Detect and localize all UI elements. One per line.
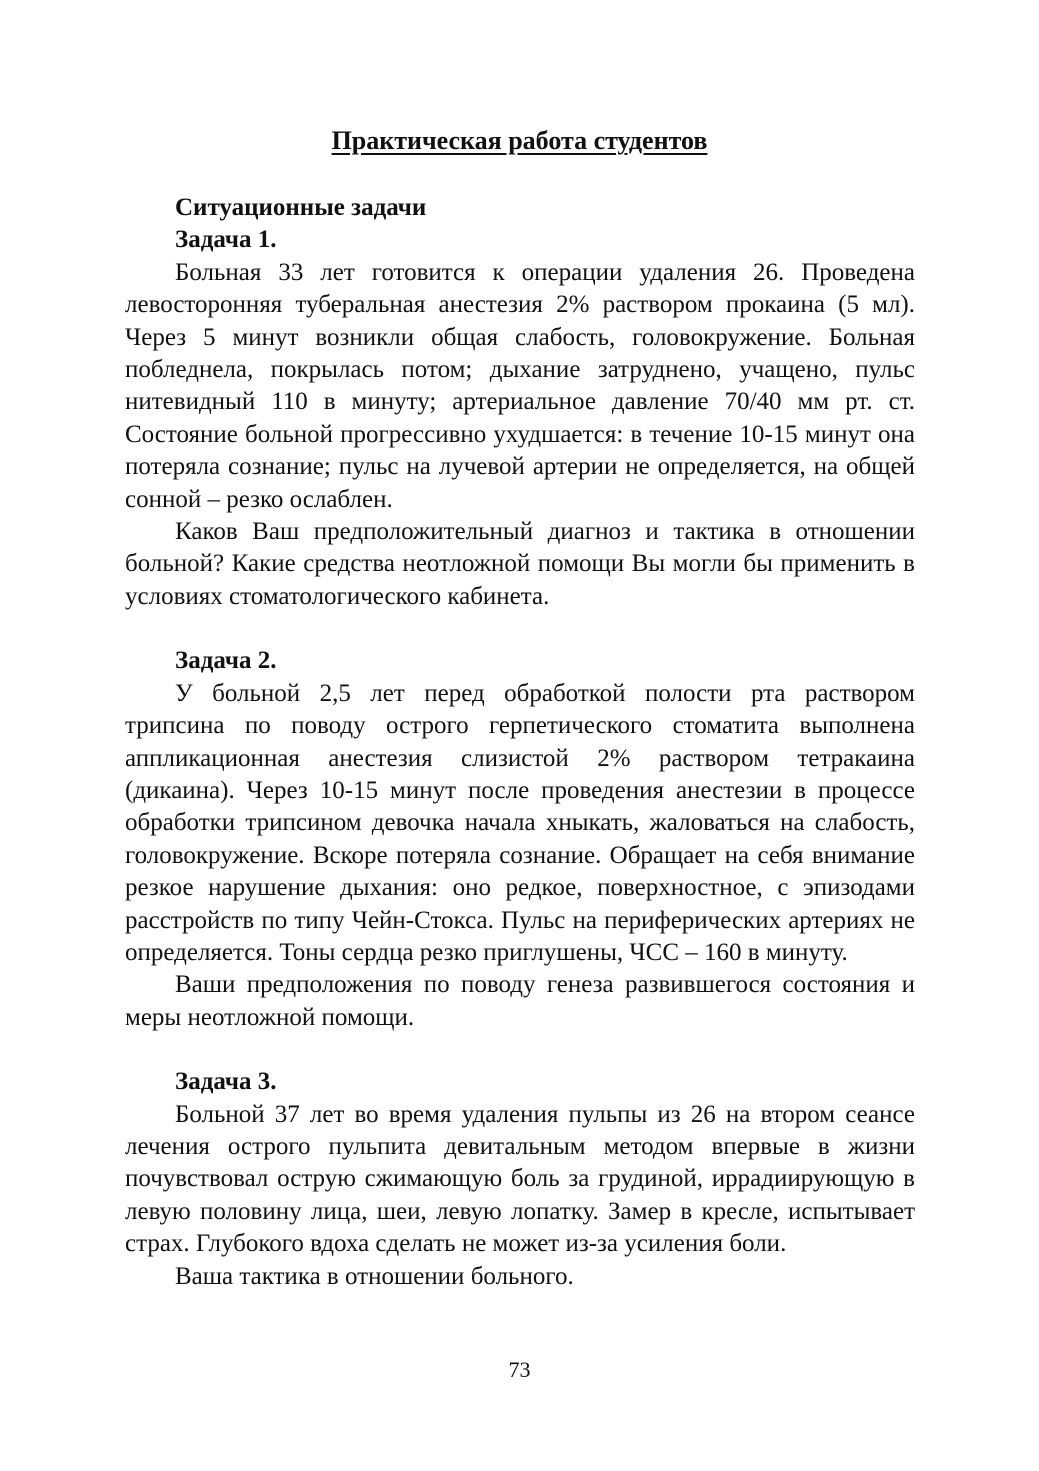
task-paragraph: Больная 33 лет готовится к операции удаления 26. Проведена левосторонняя туберальная анестезия 2% раствором прокаина (5 мл). Через 5 минут возникли общая слабость, головокружение. Больная побледнела, покрылась потом; дыхание затруднено, учащено, пульс нитевидный 110 в минуту; артериальное давление 70/40 мм рт. ст. Состояние больной прогрессивно ухудшается: в течение 10-15 минут она потеряла сознание; пульс на лучевой артерии не определяется, на общей сонной – резко ослаблен. [125,258,915,513]
page-content [125,192,915,1293]
section-heading: Ситуационные задачи [175,194,427,221]
task-heading: Задача 2. [175,647,277,675]
spacer [125,613,915,645]
task-question: Ваши предположения по поводу генеза развившегося состояния и меры неотложной помощи. [125,971,915,1031]
task-question: Каков Ваш предположительный диагноз и тактика в отношении больной? Какие средства неотложной помощи Вы могли бы применить в условиях стоматологического кабинета. [125,518,915,610]
spacer [125,1034,915,1066]
task-heading: Задача 3. [175,1068,277,1096]
task-2 [125,645,915,1034]
task-heading: Задача 1. [175,226,277,254]
task-paragraph: У больной 2,5 лет перед обработкой полости рта раствором трипсина по поводу острого герпетического стоматита выполнена аппликационная анестезия слизистой 2% раствором тетракаина (дикаина). Через 10-15 минут после проведения анестезии в процессе обработки трипсином девочка начала хныкать, жаловаться на слабость, головокружение. Вскоре потеряла сознание. Обращает на себя внимание резкое нарушение дыхания: оно редкое, поверхностное, с эпизодами расстройств по типу Чейн-Стокса. Пульс на периферических артериях не определяется. Тоны сердца резко приглушены, ЧСС – 160 в минуту. [125,679,915,966]
task-paragraph: Больной 37 лет во время удаления пульпы из 26 на втором сеансе лечения острого пульпита девитальным методом впервые в жизни почувствовал острую сжимающую боль за грудиной, иррадиирующую в левую половину лица, шеи, левую лопатку. Замер в кресле, испытывает страх. Глубокого вдоха сделать не может из-за усиления боли. [125,1100,915,1258]
page-number: 73 [508,1357,531,1382]
page-title: Практическая работа студентов [331,126,708,155]
task-question: Ваша тактика в отношении больного. [175,1262,574,1290]
task-1 [125,224,915,613]
task-3 [125,1066,915,1293]
